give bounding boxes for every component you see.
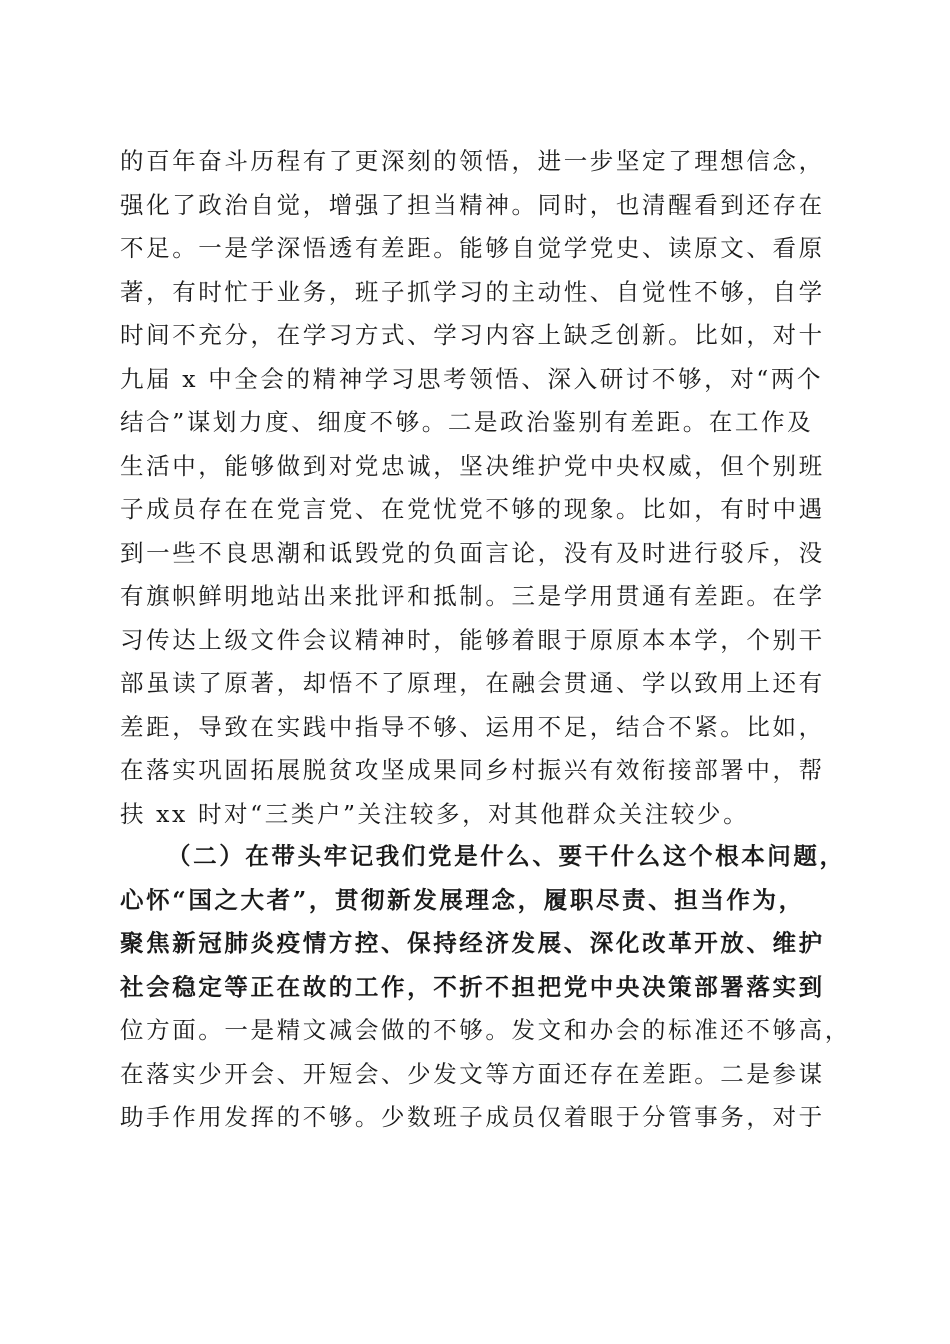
paragraph-study-shortcomings: [120, 140, 840, 836]
text-line: 著，有时忙于业务，班子抓学习的主动性、自觉性不够，自学: [120, 277, 825, 306]
paragraph-section-two: [120, 835, 851, 1140]
text-line: 到一些不良思潮和诋毁党的负面言论，没有及时进行驳斥，没: [120, 538, 825, 567]
text-line: 在落实少开会、开短会、少发文等方面还存在差距。二是参谋: [120, 1059, 825, 1088]
text-line: 在落实巩固拓展脱贫攻坚成果同乡村振兴有效衔接部署中，帮: [120, 756, 825, 784]
text-line: 扶 xx 时对“三类户”关注较多，对其他群众关注较少。: [120, 799, 750, 828]
section-heading-line: 社会稳定等正在故的工作，不折不担把党中央决策部署落实到: [120, 972, 825, 1001]
text-line: 强化了政治自觉，增强了担当精神。同时，也清醒看到还存在: [120, 190, 825, 219]
text-line: 位方面。一是精文减会做的不够。发文和办会的标准还不够高，: [120, 1016, 851, 1044]
text-line: 九届 x 中全会的精神学习思考领悟、深入研讨不够，对“两个: [120, 364, 824, 393]
text-line: 的百年奋斗历程有了更深刻的领悟，进一步坚定了理想信念，: [120, 147, 825, 175]
text-line: 结合”谋划力度、细度不够。二是政治鉴别有差距。在工作及: [120, 408, 814, 436]
section-heading-line: 聚焦新冠肺炎疫情方控、保持经济发展、深化改革开放、维护: [120, 929, 825, 957]
section-heading-line: 心怀“国之大者”，贯彻新发展理念，履职尽责、担当作为，: [120, 885, 805, 914]
text-line: 不足。一是学深悟透有差距。能够自觉学党史、读原文、看原: [120, 234, 825, 262]
text-line: 差距，导致在实践中指导不够、运用不足，结合不紧。比如，: [120, 712, 825, 741]
text-line: 子成员存在在党言党、在党忧党不够的现象。比如，有时中遇: [120, 495, 825, 523]
text-line: 有旗帜鲜明地站出来批评和抵制。三是学用贯通有差距。在学: [120, 582, 825, 610]
section-heading-line: （二）在带头牢记我们党是什么、要干什么这个根本问题，: [167, 842, 846, 870]
text-line: 时间不充分，在学习方式、学习内容上缺乏创新。比如，对十: [120, 321, 825, 349]
text-line: 习传达上级文件会议精神时，能够着眼于原原本本学，个别干: [120, 625, 825, 654]
text-line: 助手作用发挥的不够。少数班子成员仅着眼于分管事务，对于: [120, 1103, 825, 1131]
text-line: 部虽读了原著，却悟不了原理，在融会贯通、学以致用上还有: [120, 669, 825, 697]
text-line: 生活中，能够做到对党忠诚，坚决维护党中央权威，但个别班: [120, 451, 825, 480]
